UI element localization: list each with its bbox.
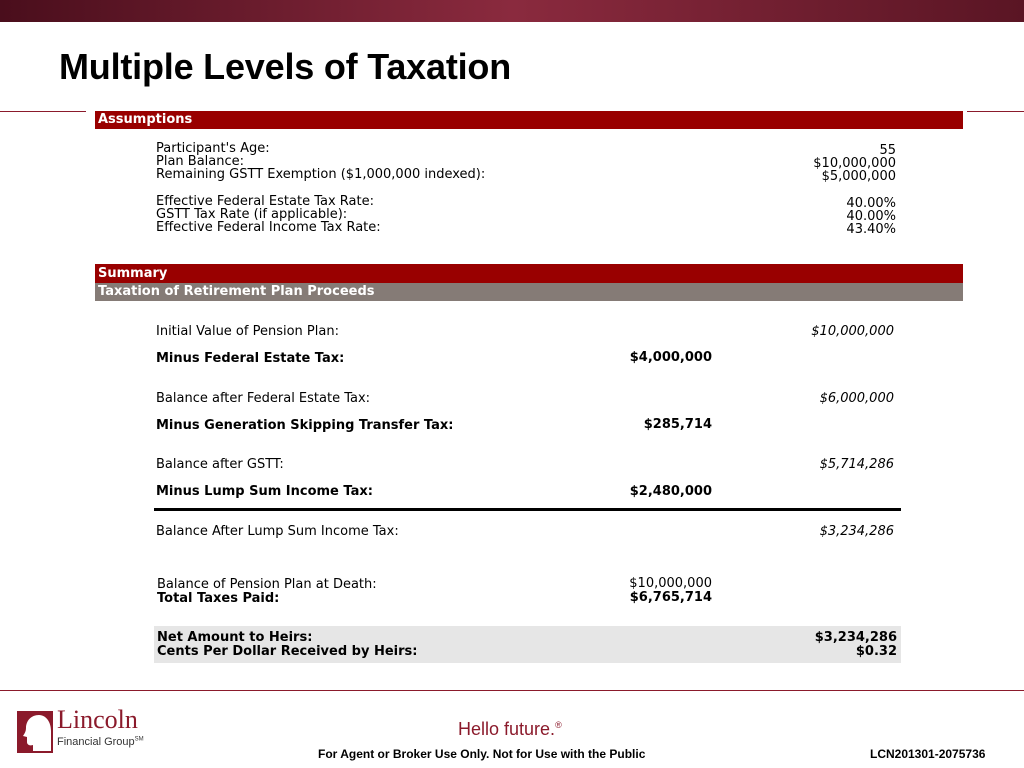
assumption-label: Effective Federal Estate Tax Rate:: [156, 194, 374, 209]
summary-label: Initial Value of Pension Plan:: [156, 324, 339, 339]
net-heirs-label: Net Amount to Heirs:: [157, 630, 313, 645]
summary-balance: $10,000,000: [811, 324, 894, 339]
summary-label: Minus Federal Estate Tax:: [156, 351, 345, 366]
summary-balance: $3,234,286: [819, 524, 894, 539]
at-death-label: Balance of Pension Plan at Death:: [157, 577, 377, 592]
summary-header: Summary: [95, 264, 963, 283]
net-heirs-value: $3,234,286: [814, 630, 897, 645]
summary-label: Minus Generation Skipping Transfer Tax:: [156, 418, 454, 433]
assumption-value: 55: [879, 143, 896, 158]
logo-subtitle: Financial Group℠: [57, 736, 144, 748]
assumptions-header: Assumptions: [95, 111, 963, 129]
summary-tax: $285,714: [643, 417, 712, 432]
tagline: Hello future.®: [458, 719, 562, 739]
assumption-value: 40.00%: [846, 196, 896, 211]
cents-label: Cents Per Dollar Received by Heirs:: [157, 644, 418, 659]
disclaimer: For Agent or Broker Use Only. Not for Use with the Public: [318, 747, 646, 761]
cents-value: $0.32: [855, 644, 897, 659]
assumption-value: 43.40%: [846, 222, 896, 237]
assumption-label: Plan Balance:: [156, 154, 245, 169]
summary-tax: $2,480,000: [629, 484, 712, 499]
summary-label: Balance After Lump Sum Income Tax:: [156, 524, 399, 539]
at-death-value: $10,000,000: [629, 576, 712, 591]
summary-balance: $6,000,000: [819, 391, 894, 406]
assumption-label: Participant's Age:: [156, 141, 270, 156]
summary-balance: $5,714,286: [819, 457, 894, 472]
assumption-value: 40.00%: [846, 209, 896, 224]
slide-title: Multiple Levels of Taxation: [59, 46, 512, 87]
assumption-value: $10,000,000: [813, 156, 896, 171]
footer-rule: [0, 690, 1024, 691]
lincoln-logo: [17, 705, 152, 755]
assumption-value: $5,000,000: [821, 169, 896, 184]
summary-label: Balance after Federal Estate Tax:: [156, 391, 371, 406]
top-banner: [0, 0, 1024, 22]
assumption-label: GSTT Tax Rate (if applicable):: [156, 207, 348, 222]
total-rule: [154, 508, 901, 511]
assumption-label: Effective Federal Income Tax Rate:: [156, 220, 381, 235]
title-rule-left: [0, 111, 86, 112]
title-rule-right: [967, 111, 1024, 112]
lincoln-profile-icon: [17, 711, 53, 753]
logo-name: Lincoln: [57, 705, 138, 734]
summary-label: Minus Lump Sum Income Tax:: [156, 484, 373, 499]
total-taxes-label: Total Taxes Paid:: [157, 591, 280, 606]
summary-tax: $4,000,000: [629, 350, 712, 365]
summary-label: Balance after GSTT:: [156, 457, 284, 472]
total-taxes-value: $6,765,714: [629, 590, 712, 605]
assumption-label: Remaining GSTT Exemption ($1,000,000 indexed):: [156, 167, 486, 182]
document-code: LCN201301-2075736: [870, 747, 986, 761]
summary-subheader: Taxation of Retirement Plan Proceeds: [95, 283, 963, 301]
